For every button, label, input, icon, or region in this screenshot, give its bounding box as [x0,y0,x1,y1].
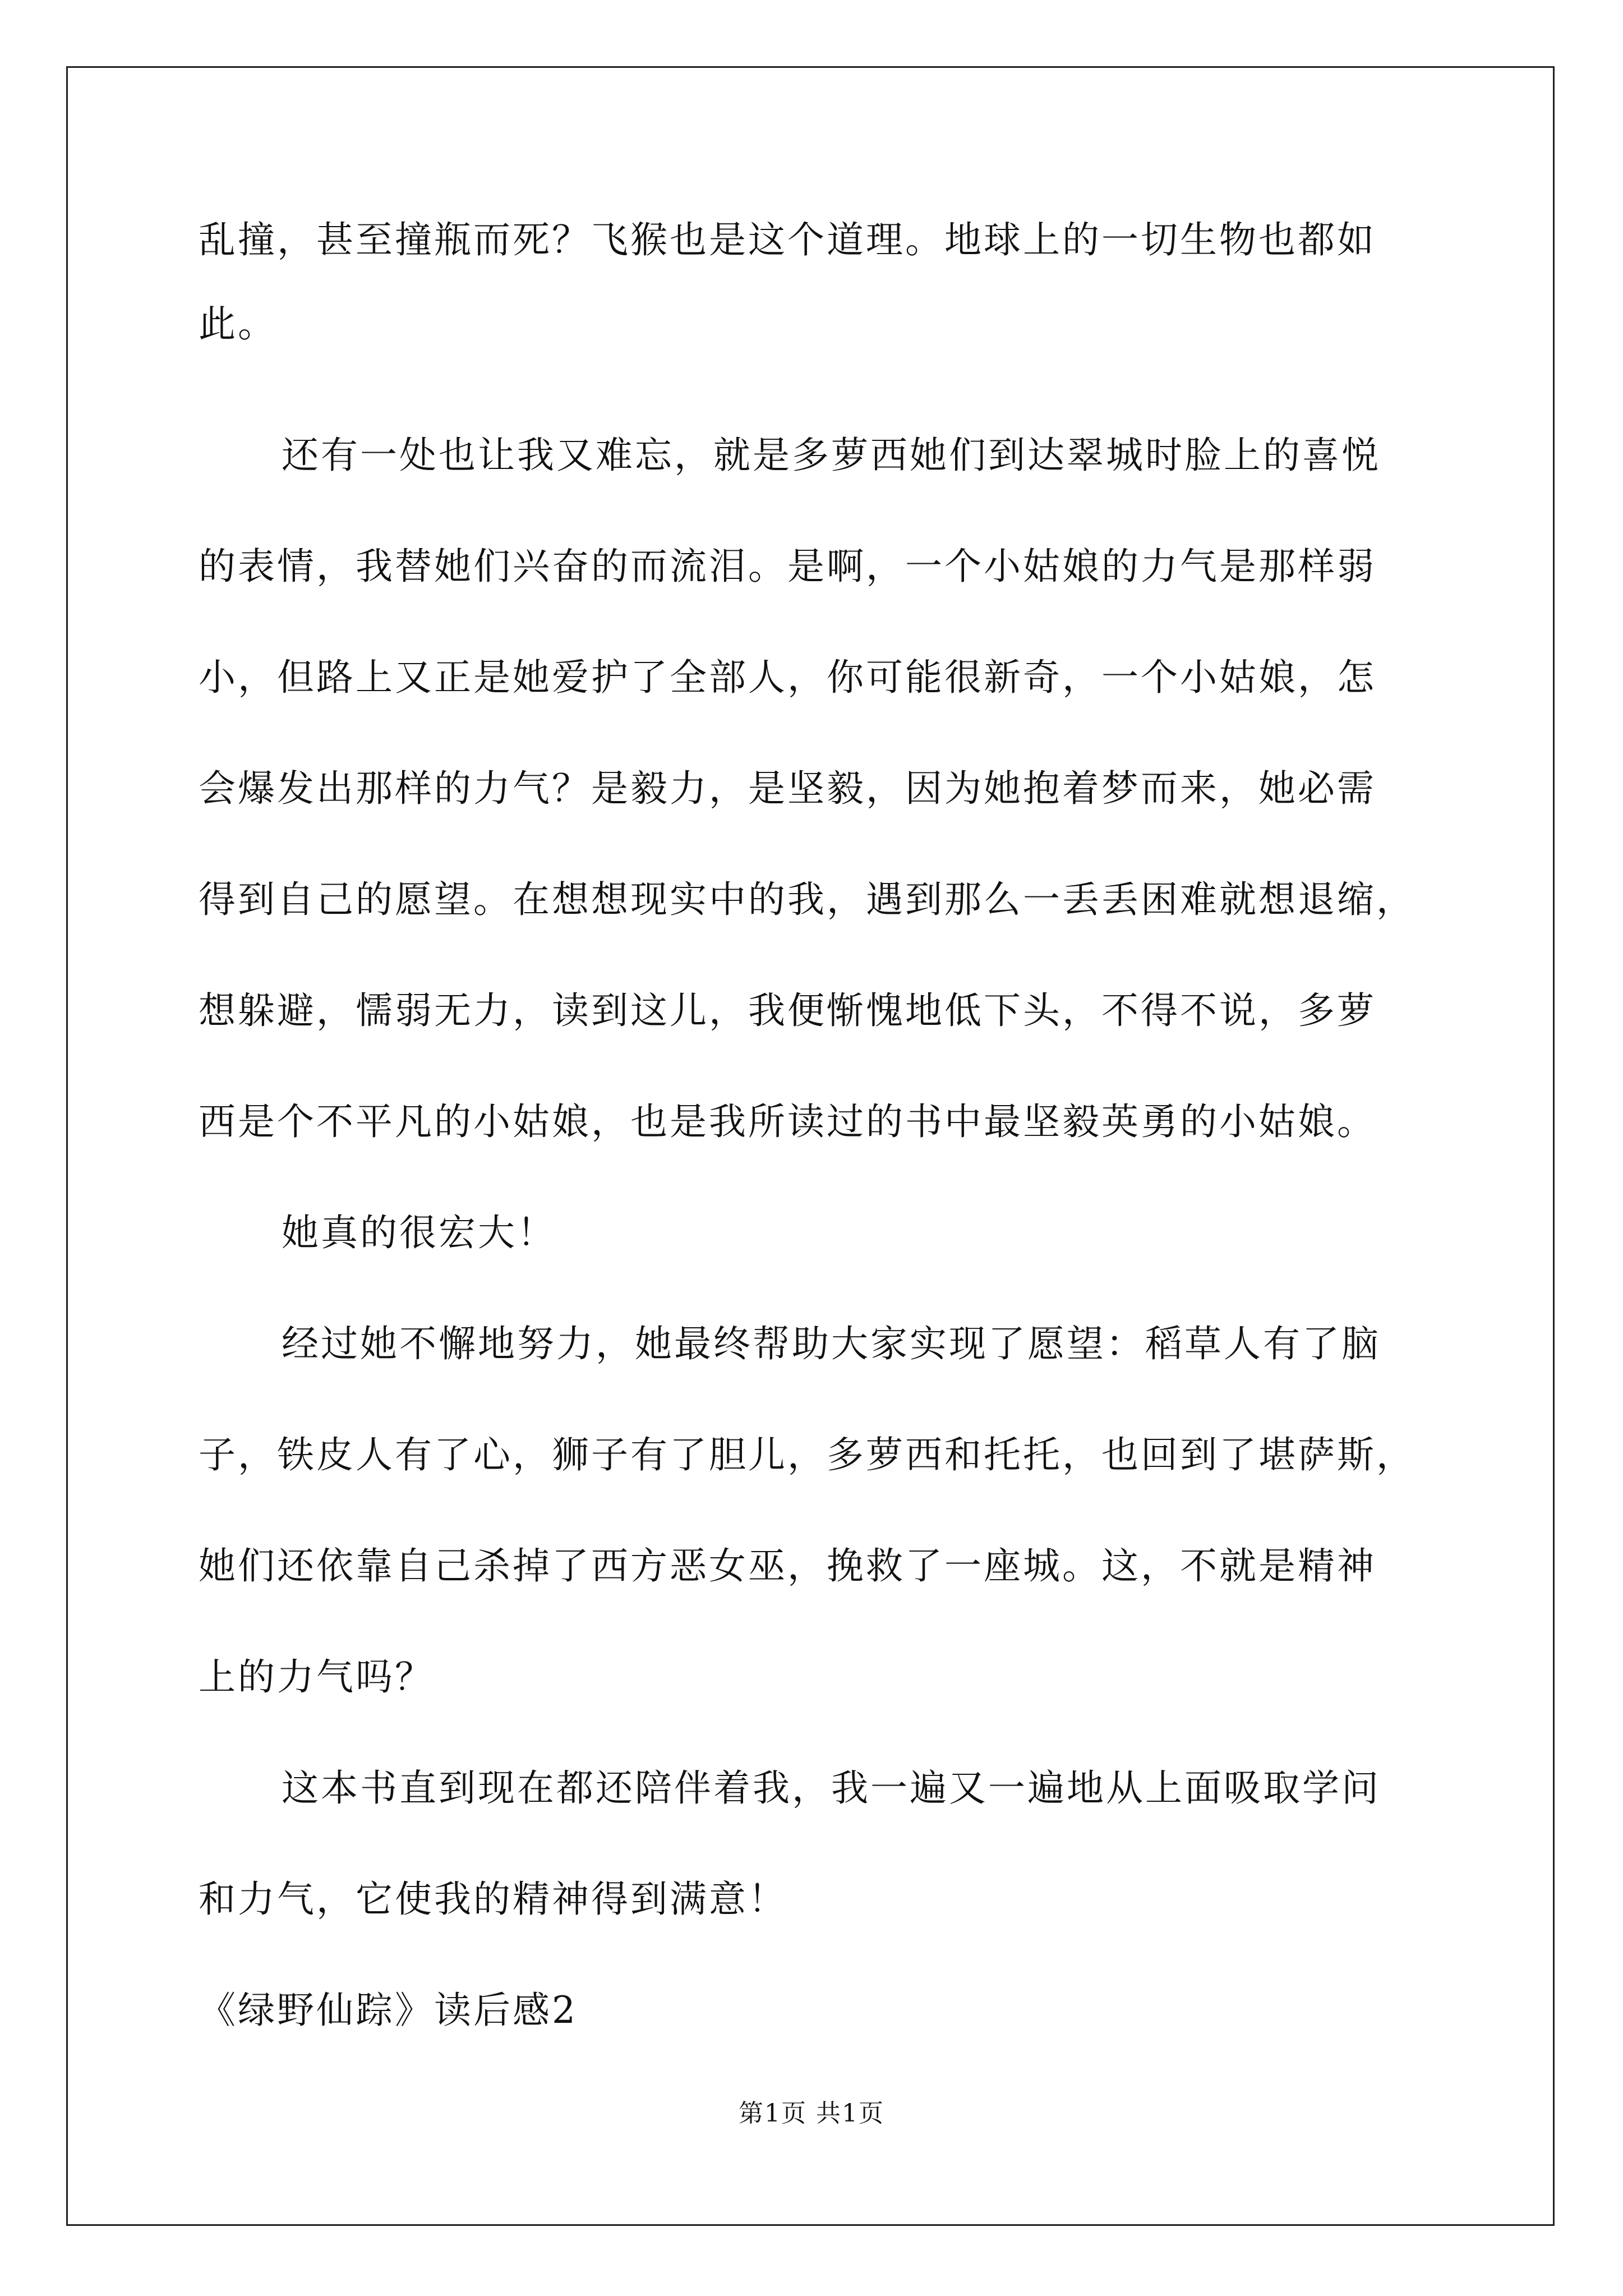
paragraph-line: 会爆发出那样的力气？是毅力，是坚毅，因为她抱着梦而来，她必需 [199,767,1376,810]
paragraph-line: 的表情，我替她们兴奋的而流泪。是啊，一个小姑娘的力气是那样弱 [199,545,1376,588]
paragraph-line: 子，铁皮人有了心，狮子有了胆儿，多萝西和托托，也回到了堪萨斯， [199,1433,1415,1476]
paragraph-line: 得到自己的愿望。在想想现实中的我，遇到那么一丢丢困难就想退缩， [199,878,1415,921]
paragraph-line: 她们还依靠自己杀掉了西方恶女巫，挽救了一座城。这，不就是精神 [199,1544,1376,1588]
paragraph-line: 乱撞，甚至撞瓶而死？飞猴也是这个道理。地球上的一切生物也都如 [199,218,1376,261]
section-heading: 《绿野仙踪》读后感2 [199,1989,578,2032]
paragraph-line: 上的力气吗？ [199,1655,434,1699]
paragraph-line: 西是个不平凡的小姑娘，也是我所读过的书中最坚毅英勇的小姑娘。 [199,1100,1376,1143]
paragraph-line: 想躲避，懦弱无力，读到这儿，我便惭愧地低下头，不得不说，多萝 [199,989,1376,1032]
paragraph-line: 她真的很宏大！ [282,1211,556,1254]
paragraph-line: 还有一处也让我又难忘，就是多萝西她们到达翠城时脸上的喜悦 [282,434,1381,477]
paragraph-line: 这本书直到现在都还陪伴着我，我一遍又一遍地从上面吸取学问 [282,1766,1381,1810]
paragraph-line: 小，但路上又正是她爱护了全部人，你可能很新奇，一个小姑娘，怎 [199,656,1376,699]
paragraph-line: 此。 [199,302,277,346]
paragraph-line: 和力气，它使我的精神得到满意！ [199,1878,787,1921]
paragraph-line: 经过她不懈地努力，她最终帮助大家实现了愿望：稻草人有了脑 [282,1322,1381,1365]
page-number-footer: 第1页 共1页 [739,2099,884,2128]
